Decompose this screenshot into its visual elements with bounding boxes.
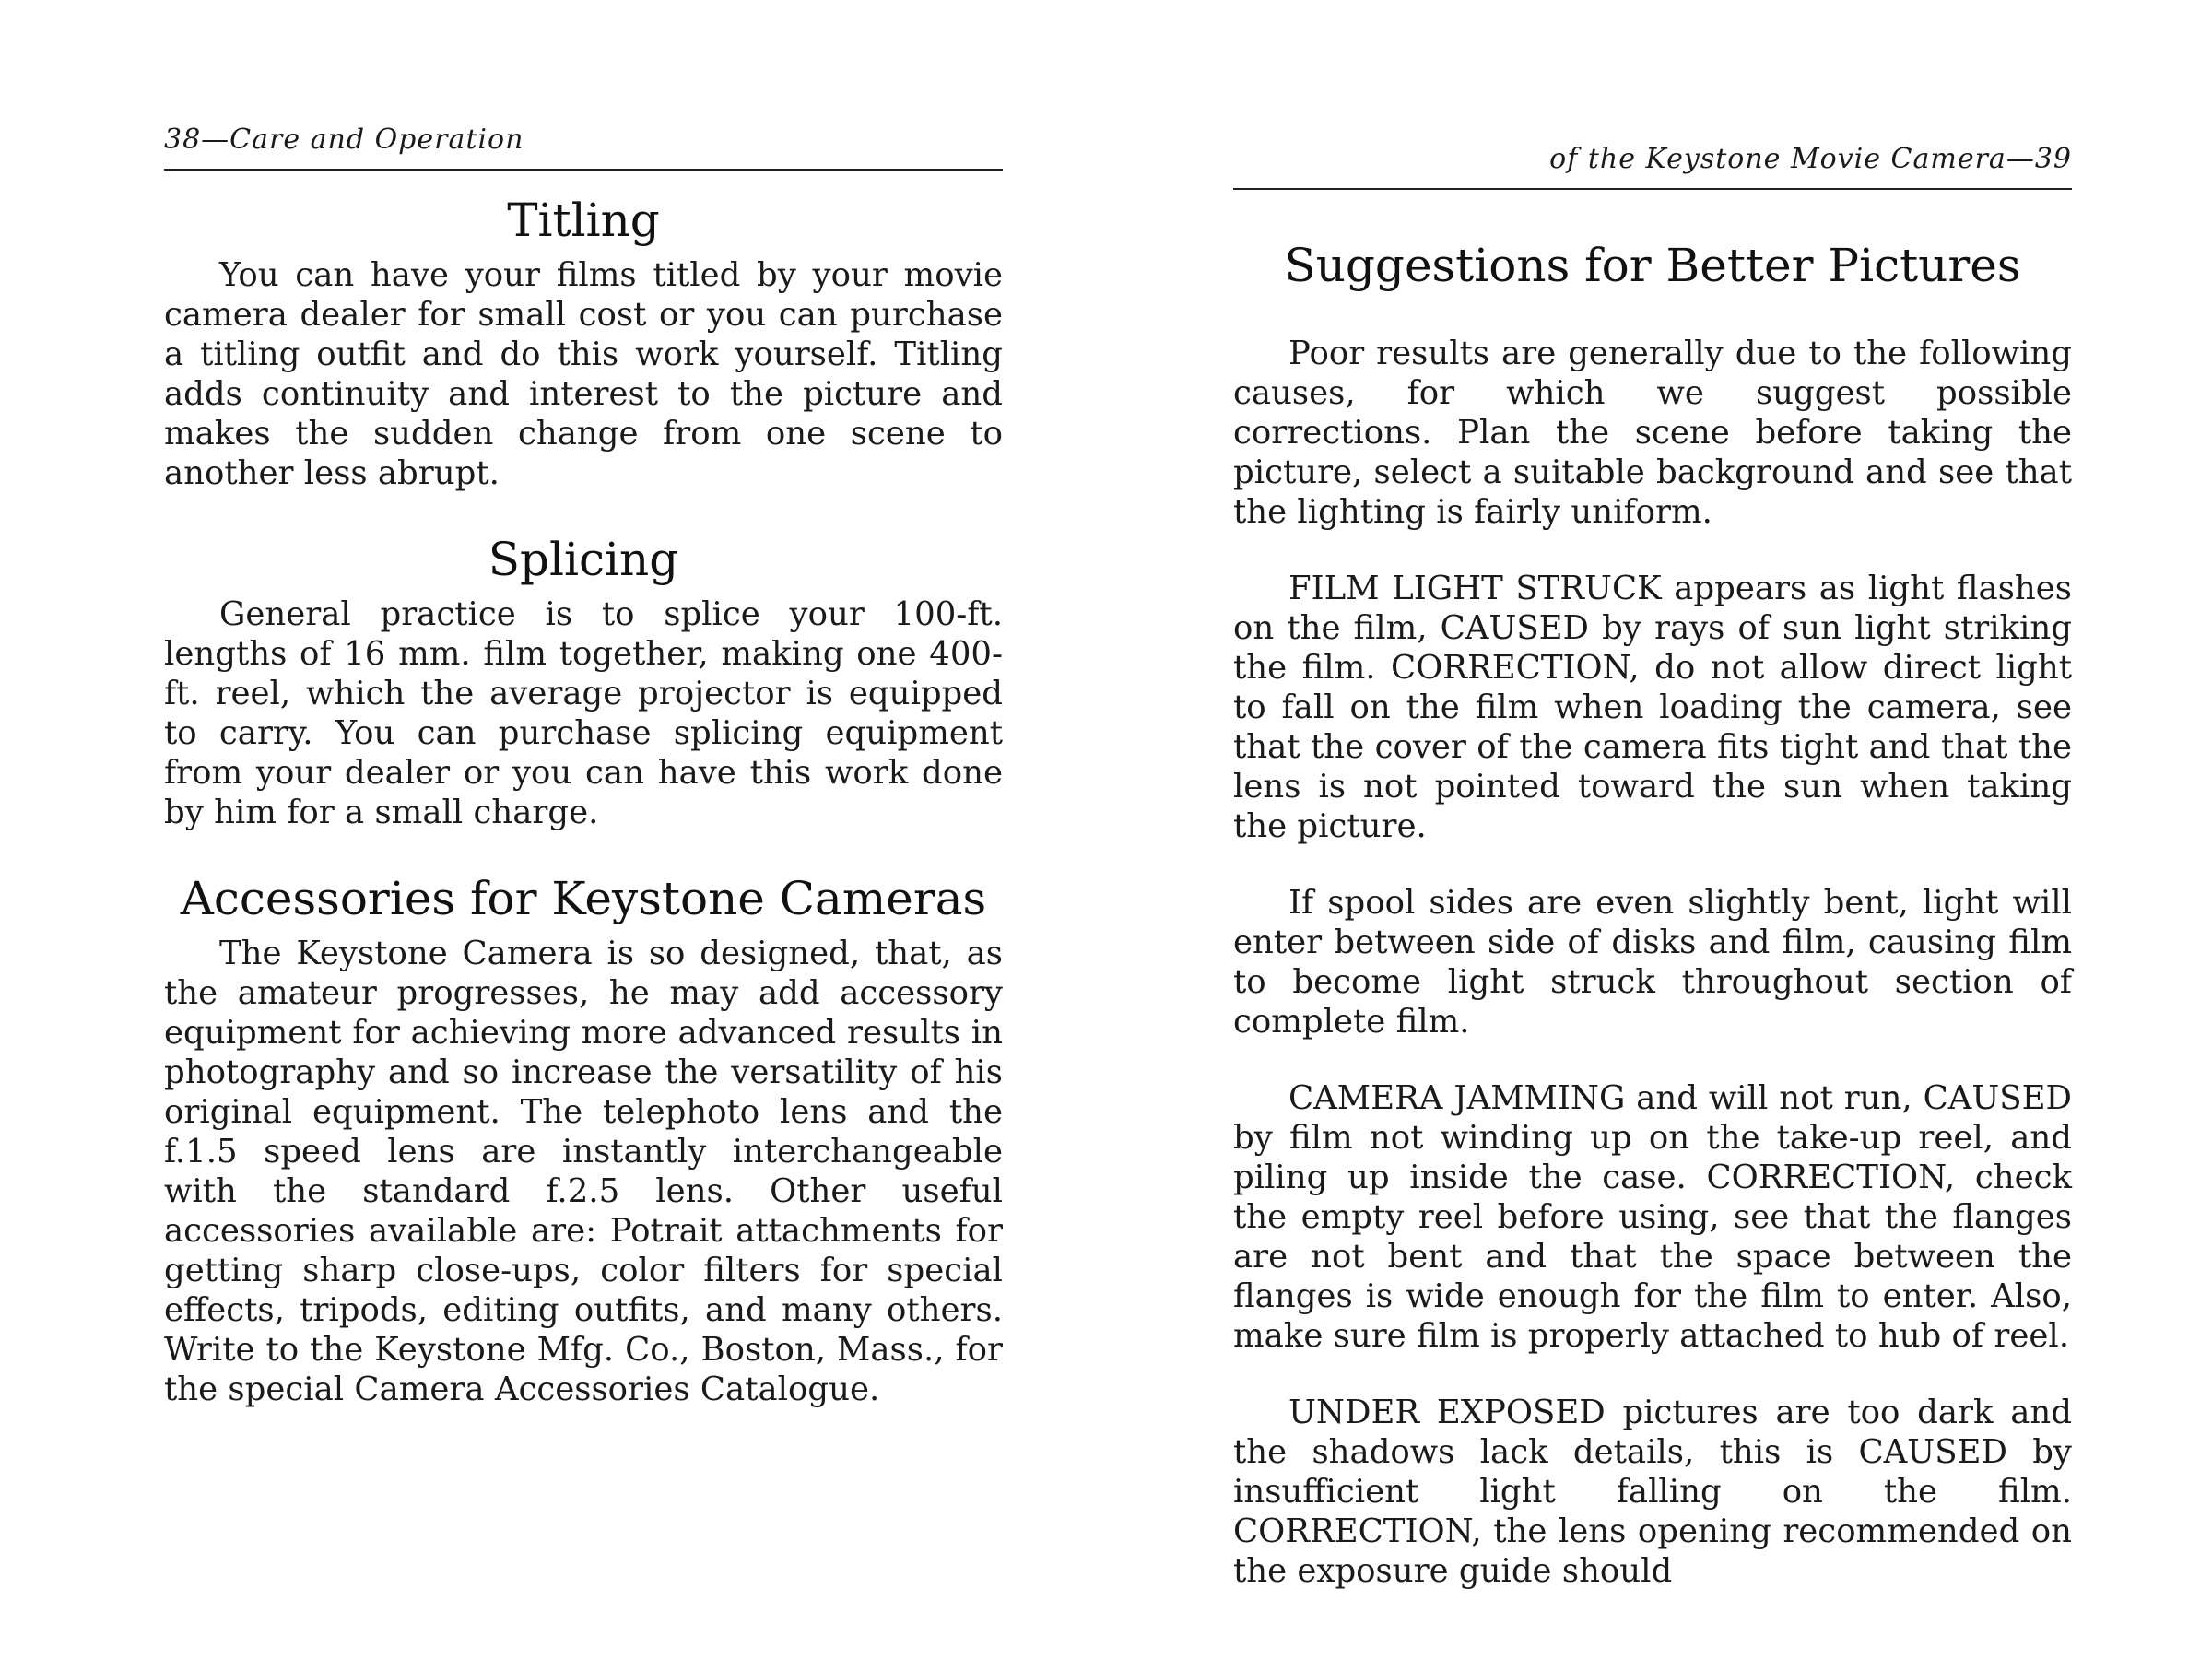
section-heading-splicing: Splicing bbox=[488, 533, 679, 586]
paragraph-accessories: The Keystone Camera is so designed, that, as the amateur progresses, he may add accessory equipment for achieving more advanced results in photography and so increase the versatility of his original equipment. The telephoto lens and the f.1.5 speed lens are instantly interchangeable with the standard f.2.5 lens. Other useful accessories available are: Potrait attachments for getting sharp close-ups, color filters for special effects, tripods, editing outfits, and many others. Write to the Keystone Mfg. Co., Boston, Mass., for the special Camera Accessories Catalogue. bbox=[164, 935, 1003, 1408]
right-page bbox=[1233, 0, 2072, 1659]
paragraph-intro: Poor results are generally due to the following causes, for which we suggest possible corrections. Plan the scene before taking the picture, select a suitable background and see that the lighting is fairly uniform. bbox=[1233, 335, 2072, 531]
paragraph-spool-sides: If spool sides are even slightly bent, light will enter between side of disks and film, causing film to become light struck throughout section of complete film. bbox=[1233, 884, 2072, 1041]
paragraph-camera-jamming: CAMERA JAMMING and will not run, CAUSED by film not winding up on the take-up reel, and piling up inside the case. CORRECTION, check the empty reel before using, see that the flanges are not bent and that the space between the flanges is wide enough for the film to enter. Also, make sure film is properly attached to hub of reel. bbox=[1233, 1079, 2072, 1355]
left-page bbox=[164, 0, 1003, 1659]
section-heading-accessories: Accessories for Keystone Cameras bbox=[180, 872, 987, 925]
paragraph-titling: You can have your films titled by your movie camera dealer for small cost or you can purchase a titling outfit and do this work yourself. Titling adds continuity and interest to the picture and makes the sudden change from one scene to another less abrupt. bbox=[164, 256, 1003, 492]
right-running-head: of the Keystone Movie Camera—39 bbox=[1233, 143, 2072, 190]
section-heading-titling: Titling bbox=[507, 194, 660, 247]
paragraph-splicing: General practice is to splice your 100-ft. lengths of 16 mm. film together, making one 400-ft. reel, which the average projector is equipped to carry. You can purchase splicing equipment from your dealer or you can have this work done by him for a small charge. bbox=[164, 595, 1003, 831]
paragraph-under-exposed: UNDER EXPOSED pictures are too dark and the shadows lack details, this is CAUSED by insufficient light falling on the film. CORRECTION, the lens opening recommended on the exposure guide should bbox=[1233, 1394, 2072, 1590]
paragraph-film-light-struck: FILM LIGHT STRUCK appears as light flashes on the film, CAUSED by rays of sun light striking the film. CORRECTION, do not allow direct light to fall on the film when loading the camera, see that the cover of the camera fits tight and that the lens is not pointed toward the sun when taking the picture. bbox=[1233, 570, 2072, 845]
section-heading-suggestions: Suggestions for Better Pictures bbox=[1284, 239, 2021, 292]
left-running-head: 38—Care and Operation bbox=[164, 124, 1003, 171]
